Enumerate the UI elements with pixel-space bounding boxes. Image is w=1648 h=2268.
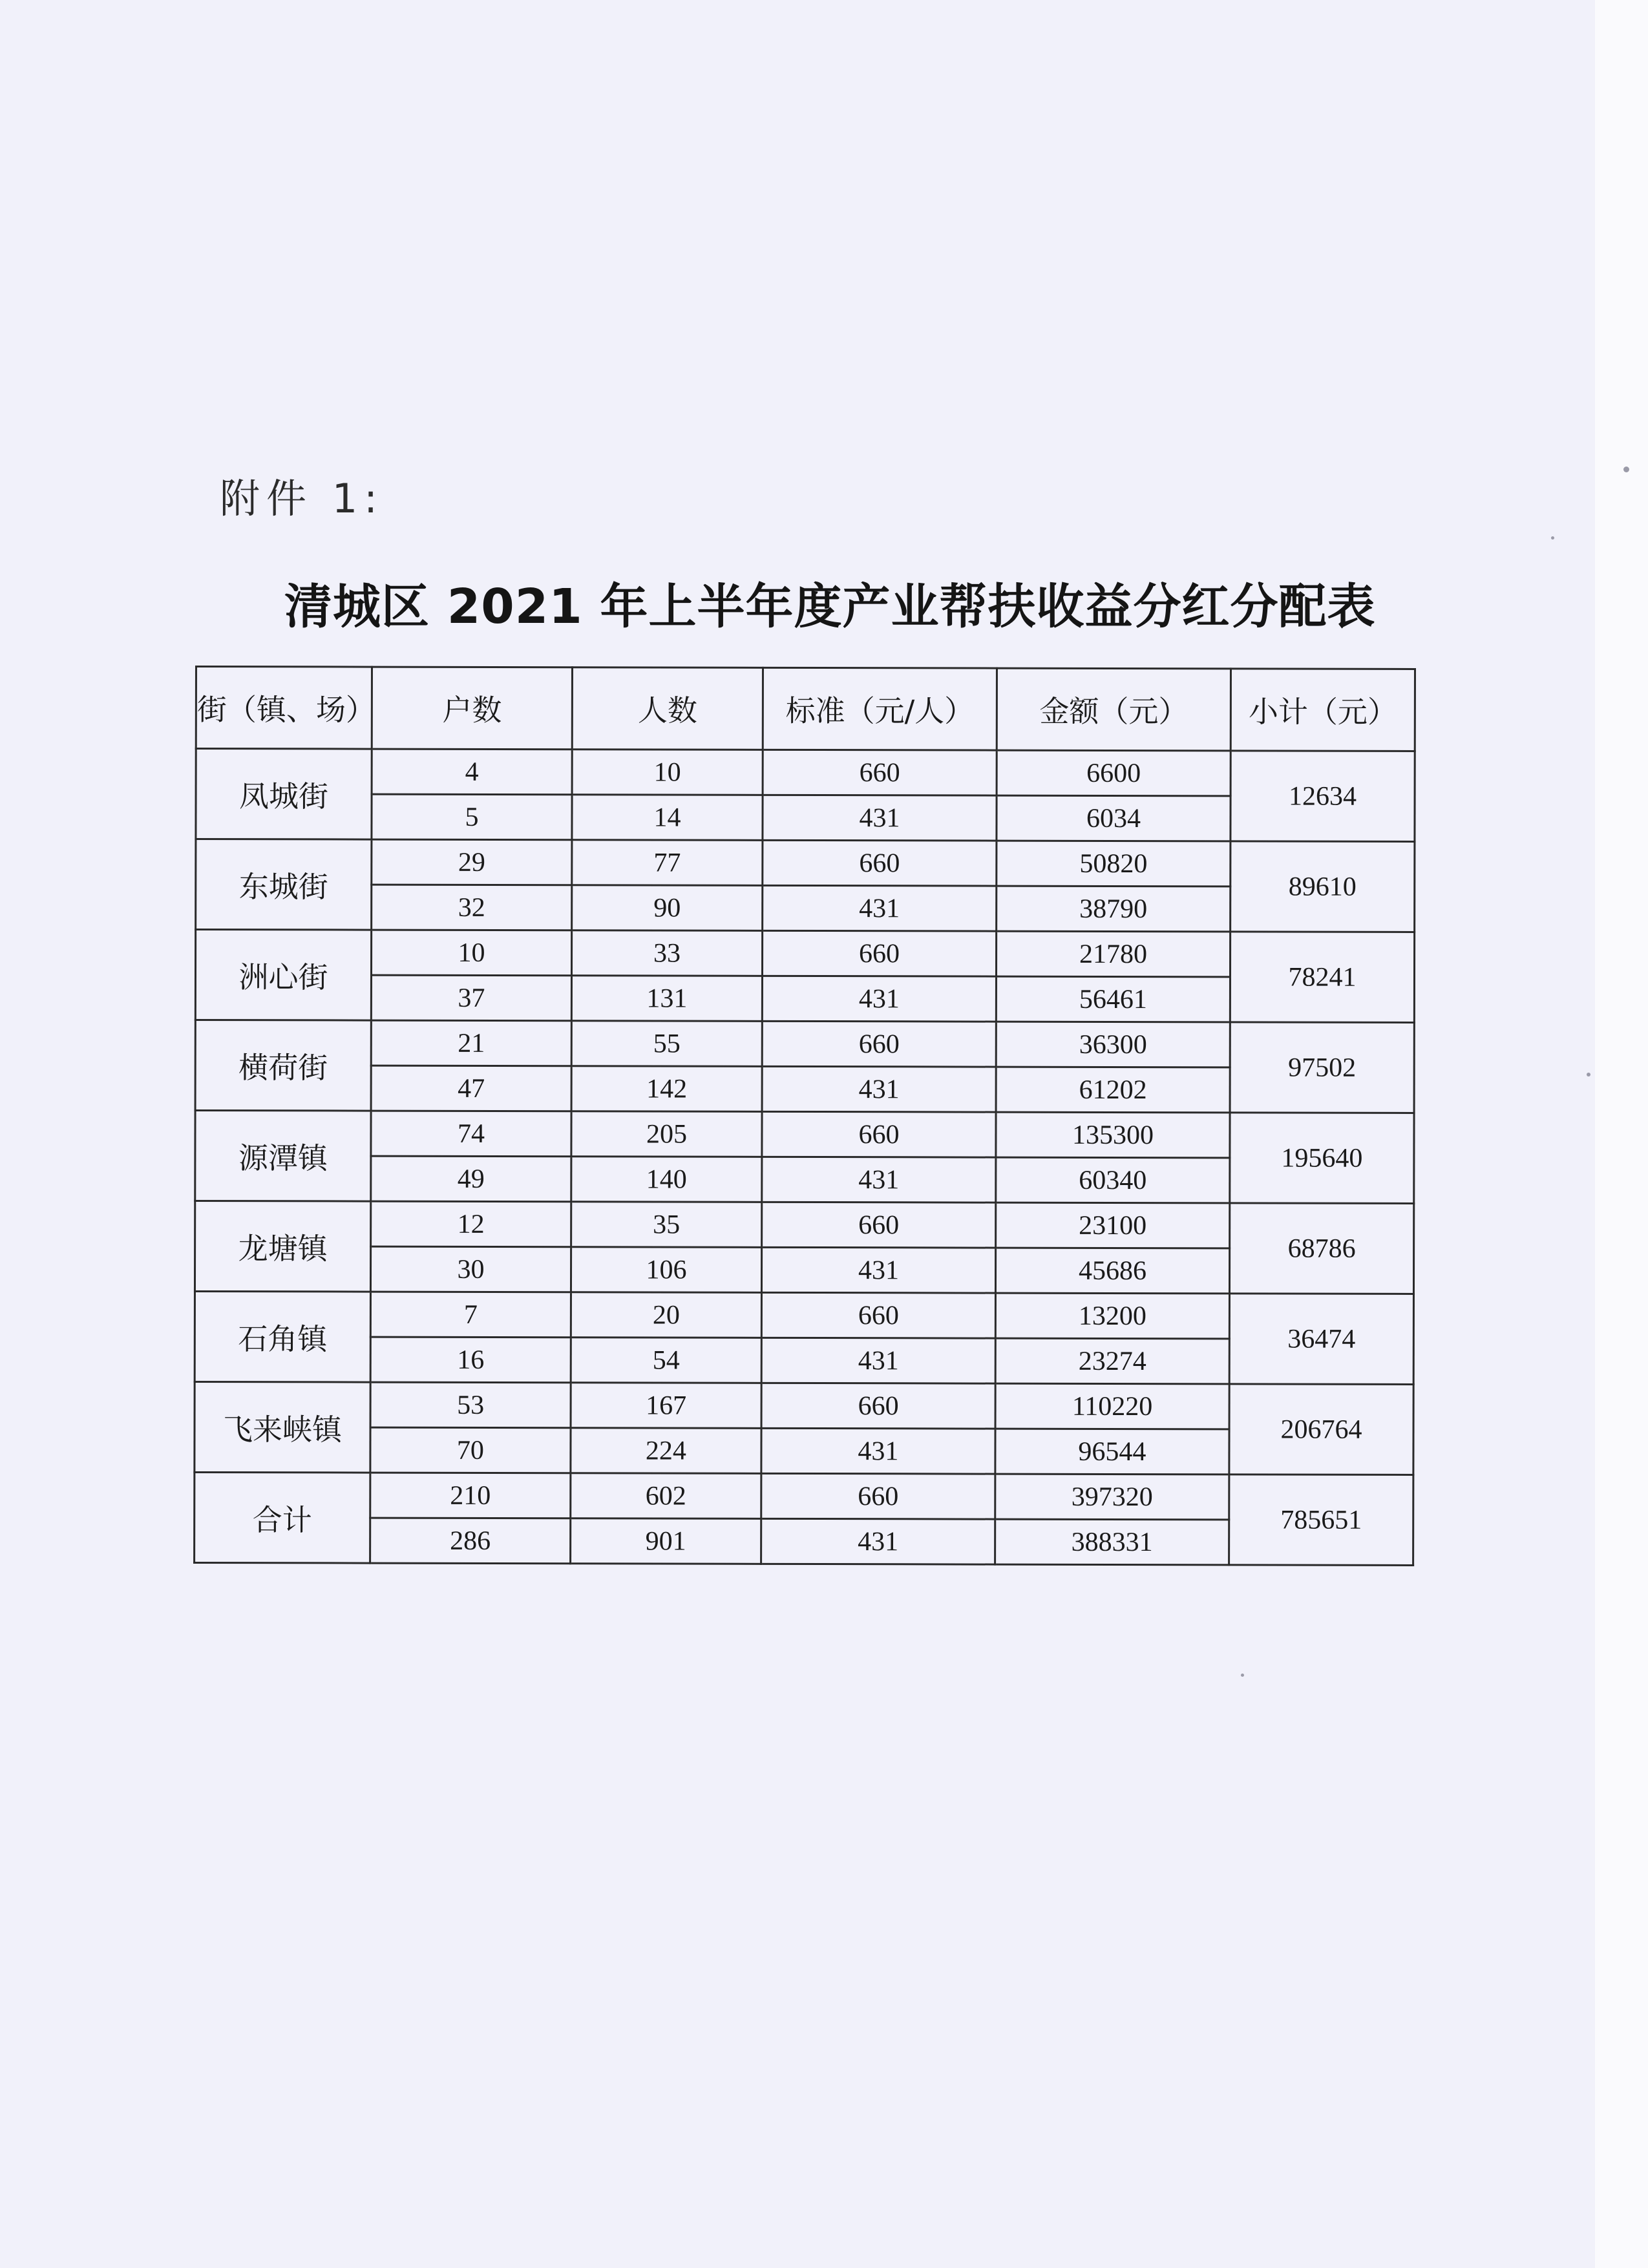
district-name-cell: 源潭镇 <box>195 1111 371 1202</box>
amount-cell: 36300 <box>996 1022 1230 1067</box>
subtotal-cell: 12634 <box>1231 751 1415 842</box>
amount-cell: 397320 <box>995 1474 1229 1520</box>
attachment-label: 附件 1: <box>220 475 385 522</box>
households-cell: 286 <box>370 1518 571 1564</box>
subtotal-cell: 36474 <box>1229 1294 1413 1385</box>
header-amount: 金额（元） <box>997 668 1231 751</box>
amount-cell: 135300 <box>996 1112 1230 1158</box>
persons-cell: 205 <box>571 1111 762 1157</box>
district-name-cell: 凤城街 <box>196 749 372 840</box>
district-name-cell: 合计 <box>195 1473 370 1564</box>
subtotal-cell: 97502 <box>1230 1022 1414 1113</box>
district-name-cell: 飞来峡镇 <box>195 1382 370 1473</box>
subtotal-cell: 195640 <box>1230 1113 1414 1204</box>
persons-cell: 142 <box>571 1066 762 1112</box>
households-cell: 210 <box>370 1473 571 1518</box>
amount-cell: 23274 <box>995 1338 1229 1384</box>
table-row <box>195 930 1414 978</box>
persons-cell: 901 <box>571 1518 761 1564</box>
amount-cell: 50820 <box>997 841 1231 887</box>
standard-cell: 431 <box>762 1157 996 1202</box>
standard-cell: 431 <box>762 1066 996 1112</box>
persons-cell: 602 <box>571 1473 761 1519</box>
standard-cell: 660 <box>762 1202 996 1248</box>
amount-cell: 110220 <box>995 1383 1229 1429</box>
standard-cell: 660 <box>763 840 997 886</box>
standard-cell: 660 <box>762 1021 996 1067</box>
persons-cell: 10 <box>572 750 763 795</box>
table-row <box>195 1111 1414 1159</box>
persons-cell: 106 <box>571 1247 761 1293</box>
persons-cell: 224 <box>571 1428 761 1474</box>
amount-cell: 60340 <box>996 1157 1230 1203</box>
persons-cell: 35 <box>571 1202 762 1248</box>
households-cell: 7 <box>370 1292 571 1338</box>
persons-cell: 14 <box>572 795 763 841</box>
standard-cell: 431 <box>761 1518 995 1564</box>
amount-cell: 38790 <box>997 886 1231 932</box>
persons-cell: 140 <box>571 1157 762 1202</box>
amount-cell: 21780 <box>996 931 1230 977</box>
amount-cell: 56461 <box>996 976 1230 1022</box>
persons-cell: 54 <box>571 1338 761 1383</box>
households-cell: 30 <box>370 1246 571 1292</box>
persons-cell: 33 <box>571 930 762 976</box>
amount-cell: 61202 <box>996 1067 1230 1113</box>
standard-cell: 431 <box>761 1428 995 1474</box>
persons-cell: 131 <box>571 976 762 1022</box>
households-cell: 16 <box>370 1337 571 1383</box>
subtotal-cell: 89610 <box>1231 841 1415 932</box>
households-cell: 29 <box>372 839 572 885</box>
households-cell: 21 <box>371 1020 571 1066</box>
persons-cell: 20 <box>571 1292 761 1338</box>
standard-cell: 660 <box>761 1473 995 1519</box>
standard-cell: 660 <box>763 750 997 795</box>
households-cell: 32 <box>372 885 572 930</box>
standard-cell: 431 <box>763 795 997 841</box>
households-cell: 5 <box>372 794 572 840</box>
header-persons: 人数 <box>572 667 763 750</box>
standard-cell: 660 <box>761 1383 995 1429</box>
subtotal-cell: 78241 <box>1230 932 1414 1023</box>
amount-cell: 23100 <box>996 1202 1230 1248</box>
standard-cell: 431 <box>762 976 996 1022</box>
table-row <box>195 1292 1413 1339</box>
header-standard: 标准（元/人） <box>763 667 997 750</box>
header-district: 街（镇、场） <box>196 667 372 750</box>
scan-speck <box>1623 467 1629 472</box>
dividend-allocation-table <box>193 666 1416 1566</box>
standard-cell: 431 <box>761 1338 995 1383</box>
standard-cell: 431 <box>761 1247 995 1293</box>
households-cell: 10 <box>371 930 571 976</box>
scan-speck <box>1587 1073 1590 1076</box>
table-body <box>195 749 1415 1566</box>
persons-cell: 90 <box>572 885 763 931</box>
households-cell: 70 <box>370 1427 571 1473</box>
district-name-cell: 龙塘镇 <box>195 1201 370 1292</box>
persons-cell: 167 <box>571 1383 761 1429</box>
standard-cell: 431 <box>763 885 997 931</box>
households-cell: 74 <box>371 1111 571 1157</box>
scan-speck <box>1241 1674 1244 1677</box>
standard-cell: 660 <box>762 930 996 976</box>
households-cell: 12 <box>371 1201 571 1247</box>
district-name-cell: 石角镇 <box>195 1292 370 1383</box>
subtotal-cell: 785651 <box>1229 1475 1413 1566</box>
district-name-cell: 横荷街 <box>195 1020 371 1111</box>
households-cell: 47 <box>371 1066 571 1111</box>
households-cell: 37 <box>371 975 571 1021</box>
persons-cell: 55 <box>571 1021 762 1067</box>
district-name-cell: 洲心街 <box>195 930 371 1021</box>
table-row <box>195 1020 1414 1068</box>
scan-edge-strip <box>1595 0 1648 2268</box>
amount-cell: 96544 <box>995 1429 1229 1475</box>
persons-cell: 77 <box>572 840 763 886</box>
table-row <box>196 749 1415 797</box>
table-row <box>195 1382 1413 1430</box>
subtotal-cell: 206764 <box>1229 1384 1413 1475</box>
table-header-row <box>196 667 1415 751</box>
document-title: 清城区 2021 年上半年度产业帮扶收益分红分配表 <box>284 579 1376 635</box>
households-cell: 4 <box>372 749 572 795</box>
households-cell: 53 <box>370 1382 571 1428</box>
amount-cell: 6600 <box>997 750 1231 796</box>
households-cell: 49 <box>371 1156 571 1202</box>
standard-cell: 660 <box>762 1111 996 1157</box>
district-name-cell: 东城街 <box>196 839 372 930</box>
header-households: 户数 <box>372 667 572 750</box>
subtotal-cell: 68786 <box>1229 1203 1413 1294</box>
amount-cell: 388331 <box>995 1519 1229 1565</box>
table-row <box>195 1473 1413 1520</box>
table-row <box>196 839 1415 887</box>
table-row <box>195 1201 1414 1249</box>
header-subtotal: 小计（元） <box>1231 669 1415 751</box>
amount-cell: 6034 <box>997 795 1231 841</box>
amount-cell: 13200 <box>995 1293 1229 1339</box>
scan-speck <box>1551 536 1554 540</box>
amount-cell: 45686 <box>995 1248 1229 1294</box>
standard-cell: 660 <box>761 1292 995 1338</box>
